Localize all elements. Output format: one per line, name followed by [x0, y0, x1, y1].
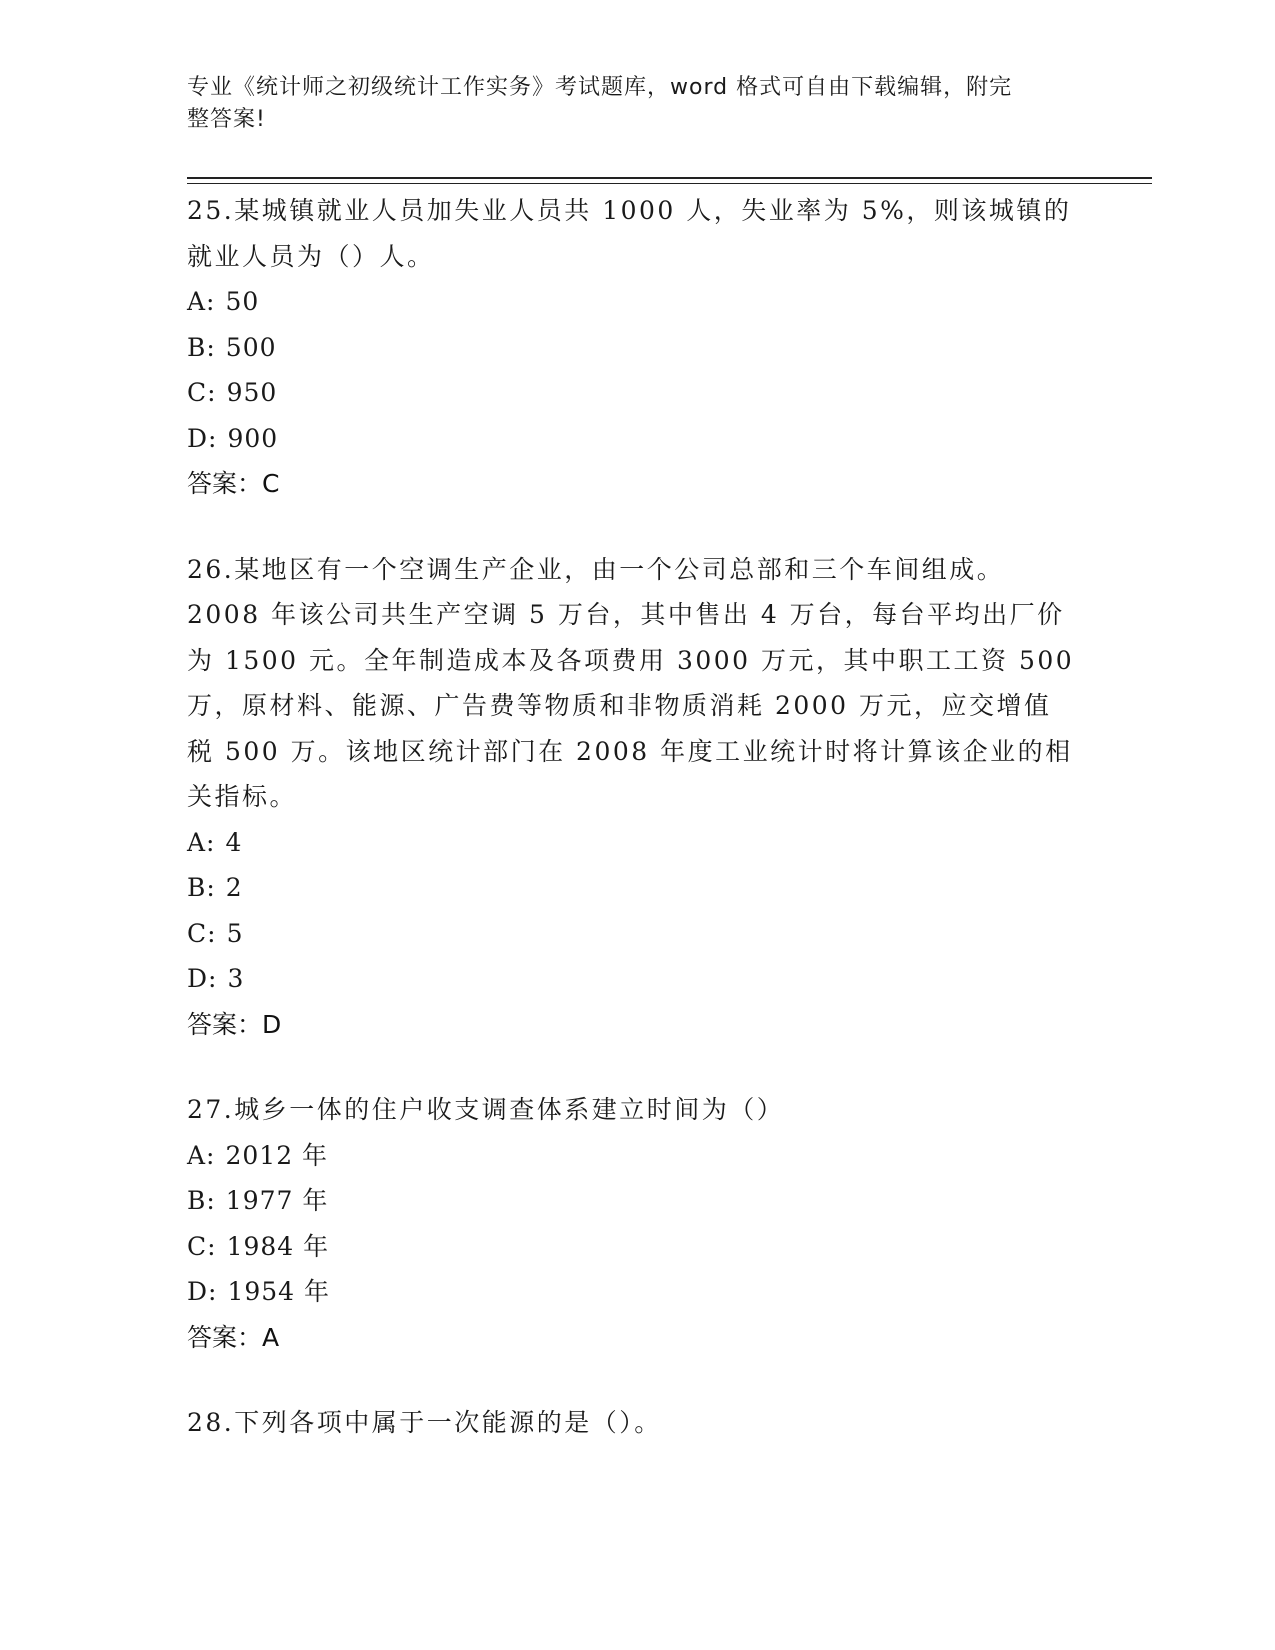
option-value: 2 [225, 873, 243, 902]
option-c [187, 1224, 1087, 1270]
option-a [187, 820, 1087, 866]
option-key: A: [187, 1140, 216, 1170]
header-divider-thin [187, 183, 1152, 184]
question-text-line: 26.某地区有一个空调生产企业，由一个公司总部和三个车间组成。 [187, 554, 1005, 584]
question-25 [187, 188, 1087, 507]
header-line-2: 整答案! [187, 107, 266, 132]
option-d [187, 416, 1087, 462]
option-key: D: [187, 423, 218, 453]
option-key: C: [187, 378, 217, 407]
option-c [187, 370, 1087, 416]
option-b [187, 1178, 1087, 1224]
option-value: 5 [226, 918, 244, 948]
question-text-line: 万，原材料、能源、广告费等物质和非物质消耗 2000 万元，应交增值 [187, 691, 1052, 720]
option-key: A: [187, 827, 216, 857]
question-26 [187, 547, 1087, 1048]
option-value: 1954 年 [227, 1277, 331, 1306]
option-b [187, 865, 1087, 911]
question-text-line: 关指标。 [187, 782, 298, 811]
question-text-line: 税 500 万。该地区统计部门在 2008 年度工业统计时将计算该企业的相 [187, 736, 1073, 766]
option-value: 500 [225, 332, 277, 362]
option-key: B: [187, 332, 216, 362]
option-value: 1977 年 [225, 1186, 329, 1215]
answer-line: 答案：D [187, 1009, 282, 1039]
answer-line: 答案：C [187, 469, 280, 498]
option-c [187, 911, 1087, 957]
option-d [187, 956, 1087, 1002]
header-line-1: 专业《统计师之初级统计工作实务》考试题库，word 格式可自由下载编辑，附完 [187, 75, 1013, 100]
option-a [187, 1133, 1087, 1179]
option-key: A: [187, 287, 216, 316]
question-text-line: 就业人员为（）人。 [187, 241, 435, 271]
option-value: 4 [225, 827, 243, 857]
option-key: C: [187, 918, 217, 948]
question-text-line: 为 1500 元。全年制造成本及各项费用 3000 万元，其中职工工资 500 [187, 645, 1075, 675]
option-key: B: [187, 873, 216, 902]
option-value: 2012 年 [225, 1140, 329, 1170]
question-28 [187, 1400, 1087, 1446]
option-d [187, 1269, 1087, 1315]
question-text-line: 27.城乡一体的住户收支调查体系建立时间为（） [187, 1095, 785, 1124]
option-value: 3 [227, 964, 245, 993]
option-key: C: [187, 1231, 217, 1261]
header-divider-thick [187, 177, 1152, 179]
option-value: 50 [225, 287, 260, 316]
option-b [187, 325, 1087, 371]
question-text-line: 25.某城镇就业人员加失业人员共 1000 人，失业率为 5%，则该城镇的 [187, 196, 1072, 225]
option-a [187, 279, 1087, 325]
option-key: D: [187, 964, 218, 993]
question-list [187, 188, 1087, 1486]
question-27 [187, 1087, 1087, 1360]
option-value: 950 [226, 378, 278, 407]
option-value: 900 [227, 423, 279, 453]
option-value: 1984 年 [226, 1231, 330, 1261]
option-key: B: [187, 1186, 216, 1215]
option-key: D: [187, 1277, 218, 1306]
question-text-line: 2008 年该公司共生产空调 5 万台，其中售出 4 万台，每台平均出厂价 [187, 600, 1065, 629]
document-header [187, 72, 1067, 136]
question-text-line: 28.下列各项中属于一次能源的是（）。 [187, 1408, 662, 1437]
answer-line: 答案：A [187, 1322, 280, 1352]
